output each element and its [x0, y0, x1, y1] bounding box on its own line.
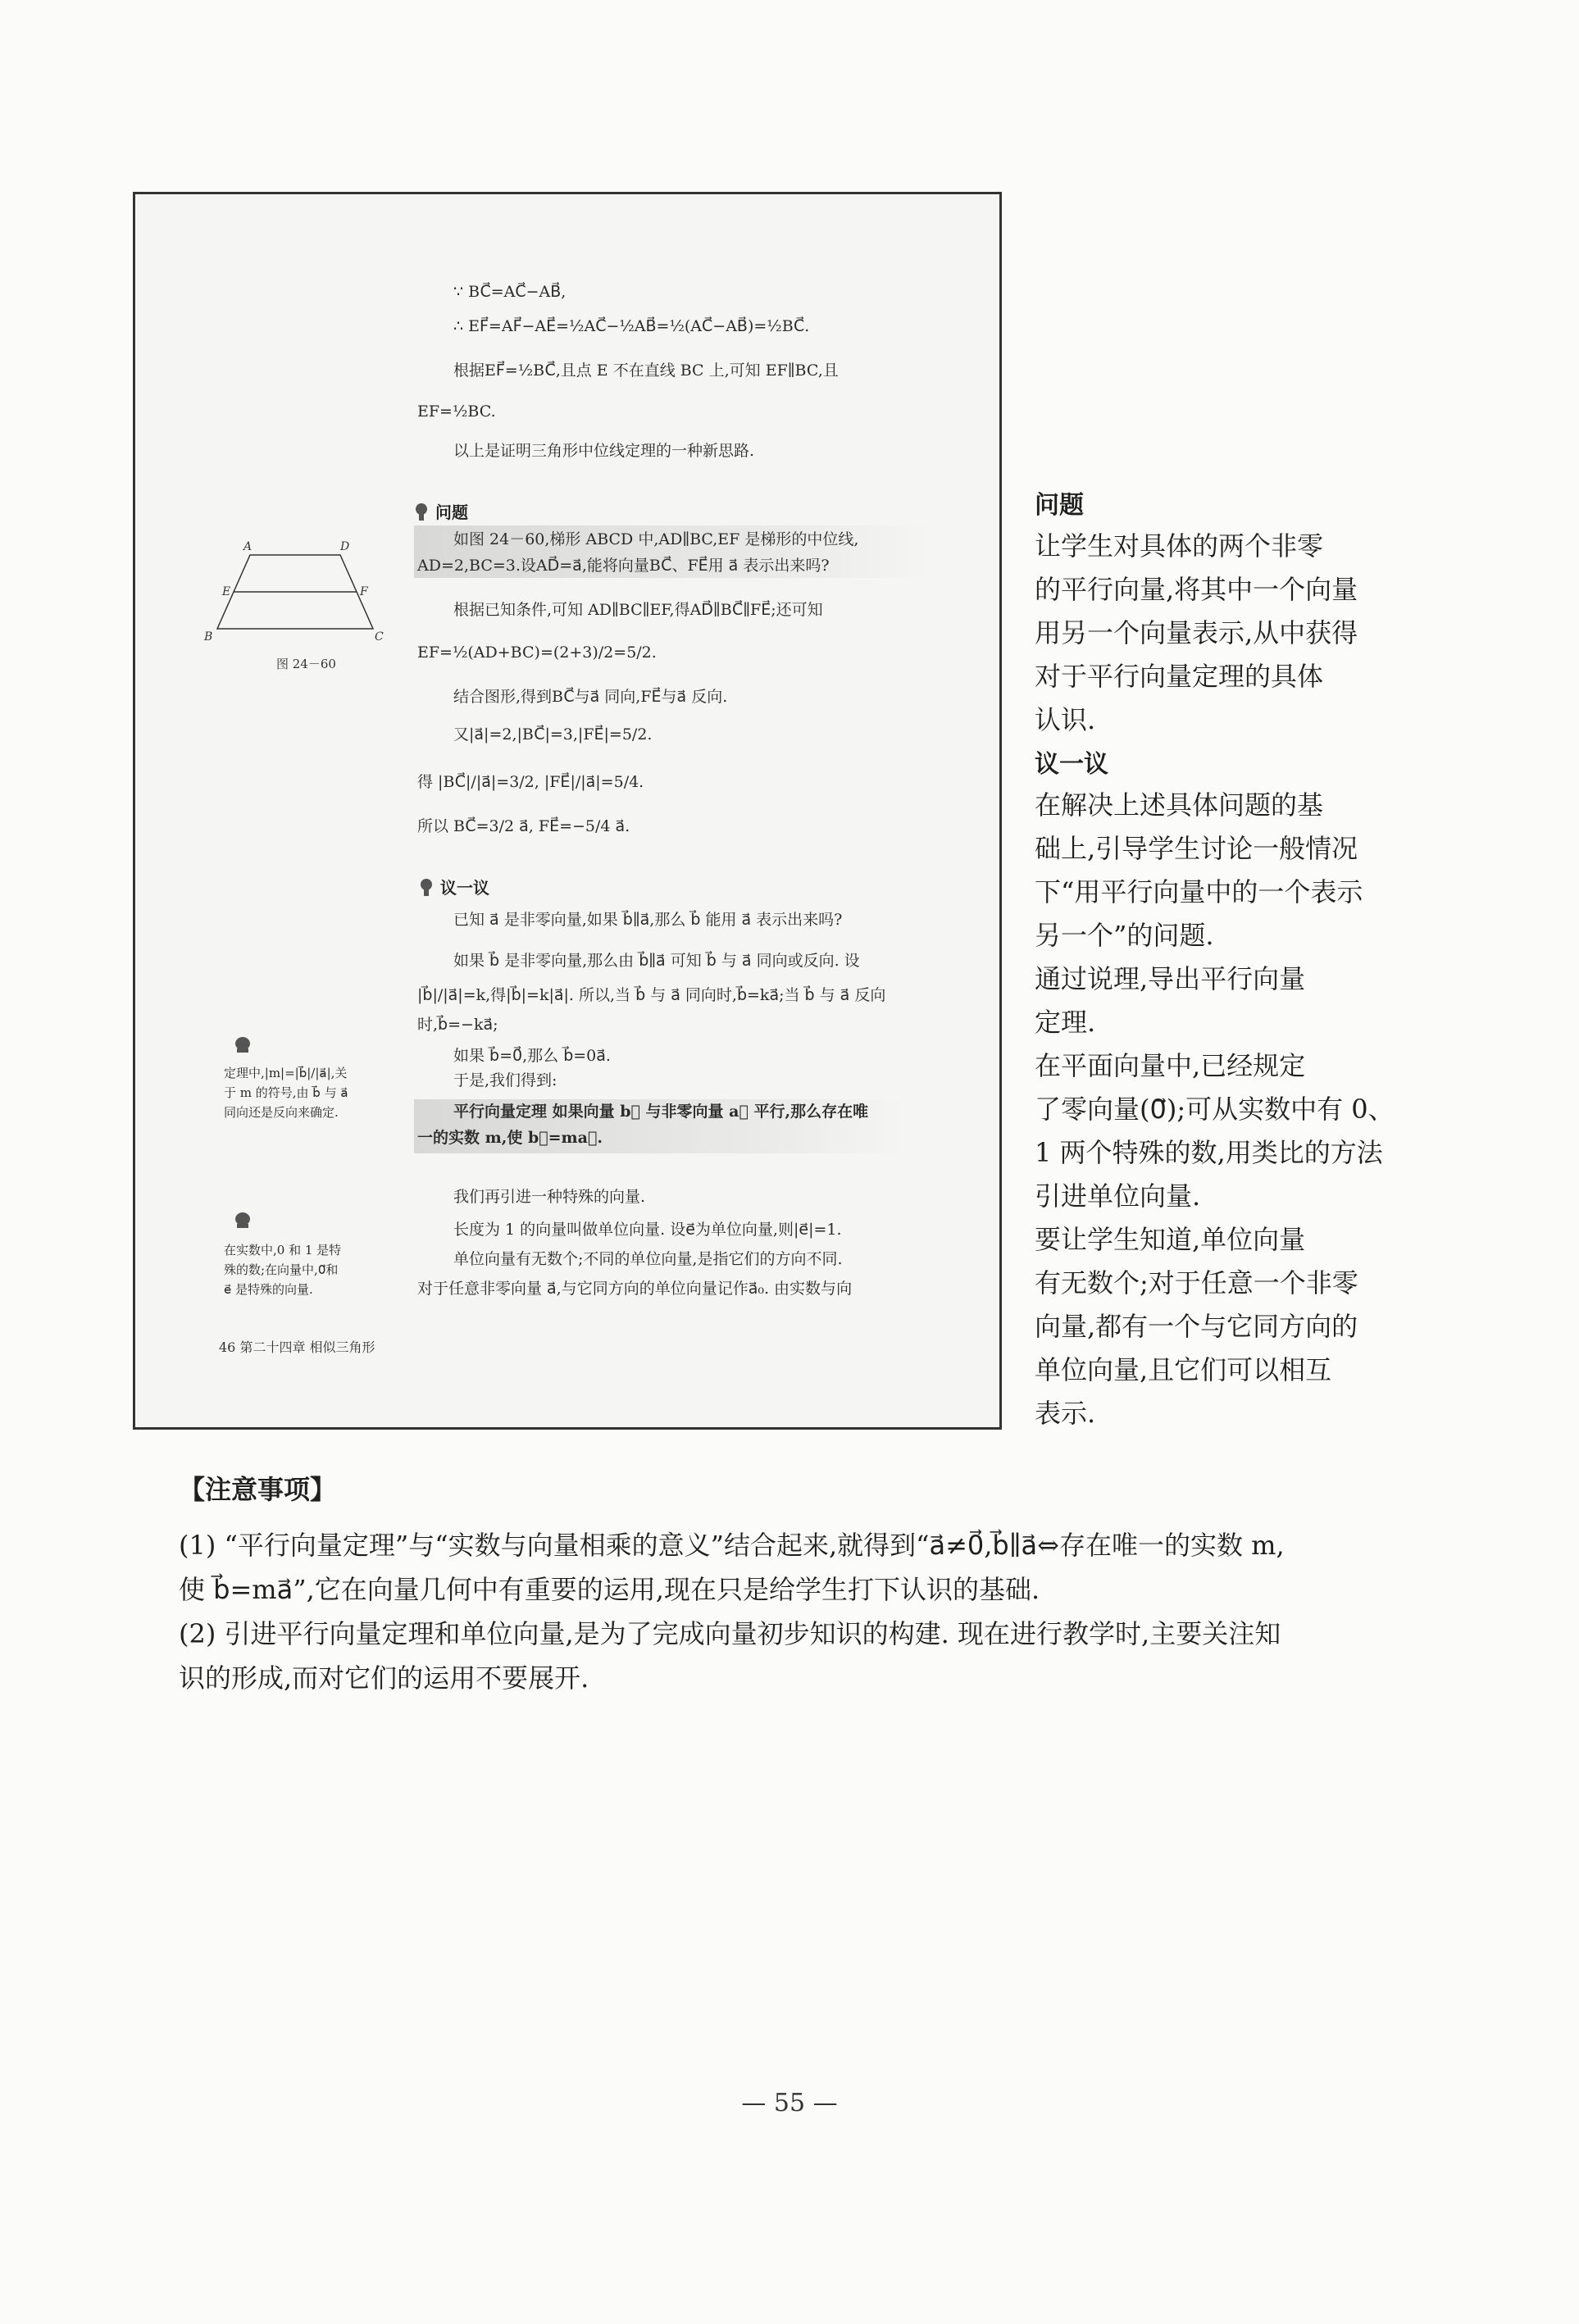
figure-caption: 图 24－60 [276, 657, 336, 671]
problem-line: 又|a⃗|=2,|BC⃗|=3,|FE⃗|=5/2. [453, 725, 653, 744]
notice-paragraph-1: (1) “平行向量定理”与“实数与向量相乘的意义”结合起来,就得到“a⃗≠0⃗,b⃗∥a⃗⇔存在唯一的实数 m, 使 b⃗=ma⃗”,它在向量几何中有重要的运用,现在只是给学生打下认识的基础. [179, 1530, 1285, 1605]
notice-heading: 【注意事项】 [179, 1474, 337, 1505]
problem-line: EF=½(AD+BC)=(2+3)/2=5/2. [417, 644, 657, 662]
question-icon [414, 503, 430, 521]
unit-vector-line: 长度为 1 的向量叫做单位向量. 设e⃗为单位向量,则|e⃗|=1. [453, 1221, 842, 1239]
derivation-line: 根据EF⃗=½BC⃗,且点 E 不在直线 BC 上,可知 EF∥BC,且 [453, 362, 839, 380]
side-note-special: 在实数中,0 和 1 是特 殊的数;在向量中,0⃗和 e⃗ 是特殊的向量. [224, 1243, 342, 1297]
derivation-line: 以上是证明三角形中位线定理的一种新思路. [453, 442, 755, 460]
vertex-label: C [375, 630, 384, 644]
derivation-line: ∴ EF⃗=AF⃗−AE⃗=½AC⃗−½AB⃗=½(AC⃗−AB⃗)=½BC⃗. [453, 317, 810, 335]
textbook-page-scan [133, 192, 1002, 1430]
discuss-heading: 议一议 [419, 875, 489, 898]
vertex-label: E [222, 585, 231, 598]
vertex-label: A [243, 540, 253, 553]
trapezoid-figure [201, 530, 398, 645]
right-problem-text: 让学生对具体的两个非零 的平行向量,将其中一个向量 用另一个向量表示,从中获得 对于平行向量定理的具体 认识. [1035, 530, 1358, 735]
vertex-label: F [360, 585, 368, 598]
side-note-theorem: 定理中,|m|=|b⃗|/|a⃗|,关 于 m 的符号,由 b⃗ 与 a⃗ 同向还是反向来确定. [224, 1066, 348, 1120]
note-bell-icon [232, 1211, 253, 1230]
right-discuss-heading: 议一议 [1035, 750, 1108, 779]
problem-line: AD=2,BC=3.设AD⃗=a⃗,能将向量BC⃗、FE⃗用 a⃗ 表示出来吗? [417, 557, 830, 575]
problem-line: 所以 BC⃗=3/2 a⃗, FE⃗=−5/4 a⃗. [417, 817, 630, 835]
discuss-icon [419, 878, 435, 896]
unit-vector-line: 单位向量有无数个;不同的单位向量,是指它们的方向不同. [453, 1250, 843, 1268]
derivation-line: EF=½BC. [417, 402, 496, 421]
inner-page-footer: 46 第二十四章 相似三角形 [219, 1339, 375, 1355]
problem-line: 根据已知条件,可知 AD∥BC∥EF,得AD⃗∥BC⃗∥FE⃗;还可知 [453, 601, 823, 619]
notice-paragraph-2: (2) 引进平行向量定理和单位向量,是为了完成向量初步知识的构建. 现在进行教学时,主要关注知 识的形成,而对它们的运用不要展开. [179, 1618, 1281, 1694]
right-problem-heading: 问题 [1035, 491, 1084, 520]
discuss-line: 时,b⃗=−ka⃗; [417, 1016, 498, 1034]
discuss-line: |b⃗|/|a⃗|=k,得|b⃗|=k|a⃗|. 所以,当 b⃗ 与 a⃗ 同向时,b⃗=ka⃗;当 b⃗ 与 a⃗ 反向 [417, 986, 886, 1004]
discuss-line: 于是,我们得到: [453, 1071, 557, 1089]
problem-heading: 问题 [414, 499, 468, 523]
derivation-line: ∵ BC⃗=AC⃗−AB⃗, [453, 283, 567, 301]
problem-line: 结合图形,得到BC⃗与a⃗ 同向,FE⃗与a⃗ 反向. [453, 688, 728, 706]
right-discuss-text: 在解决上述具体问题的基 础上,引导学生讨论一般情况 下“用平行向量中的一个表示 另一个”的问题. 通过说理,导出平行向量 定理. 在平面向量中,已经规定 了零向量(0⃗);可从实数中有 0、 1 两个特殊的数,用类比的方法 引进单位向量. 要让学生知道,单位向量 有无数个;对于任意一个非零 向量,都有一个与它同方向的 单位向量,且它们可以相互 表示. [1035, 789, 1395, 1429]
unit-vector-line: 我们再引进一种特殊的向量. [453, 1188, 646, 1206]
note-bell-icon [232, 1035, 253, 1055]
unit-vector-line: 对于任意非零向量 a⃗,与它同方向的单位向量记作a⃗₀. 由实数与向 [417, 1280, 853, 1298]
vertex-label: B [204, 630, 213, 644]
discuss-line: 如果 b⃗ 是非零向量,那么由 b⃗∥a⃗ 可知 b⃗ 与 a⃗ 同向或反向. 设 [453, 952, 860, 970]
theorem-line: 平行向量定理 如果向量 b⃗ 与非零向量 a⃗ 平行,那么存在唯 [453, 1103, 869, 1121]
problem-line: 得 |BC⃗|/|a⃗|=3/2, |FE⃗|/|a⃗|=5/4. [417, 773, 644, 791]
discuss-line: 如果 b⃗=0⃗,那么 b⃗=0a⃗. [453, 1047, 611, 1065]
discuss-line: 已知 a⃗ 是非零向量,如果 b⃗∥a⃗,那么 b⃗ 能用 a⃗ 表示出来吗? [453, 911, 843, 929]
problem-line: 如图 24－60,梯形 ABCD 中,AD∥BC,EF 是梯形的中位线, [453, 530, 859, 548]
vertex-label: D [340, 540, 350, 553]
page-number: — 55 — [741, 2089, 838, 2117]
theorem-line: 一的实数 m,使 b⃗=ma⃗. [417, 1129, 603, 1147]
